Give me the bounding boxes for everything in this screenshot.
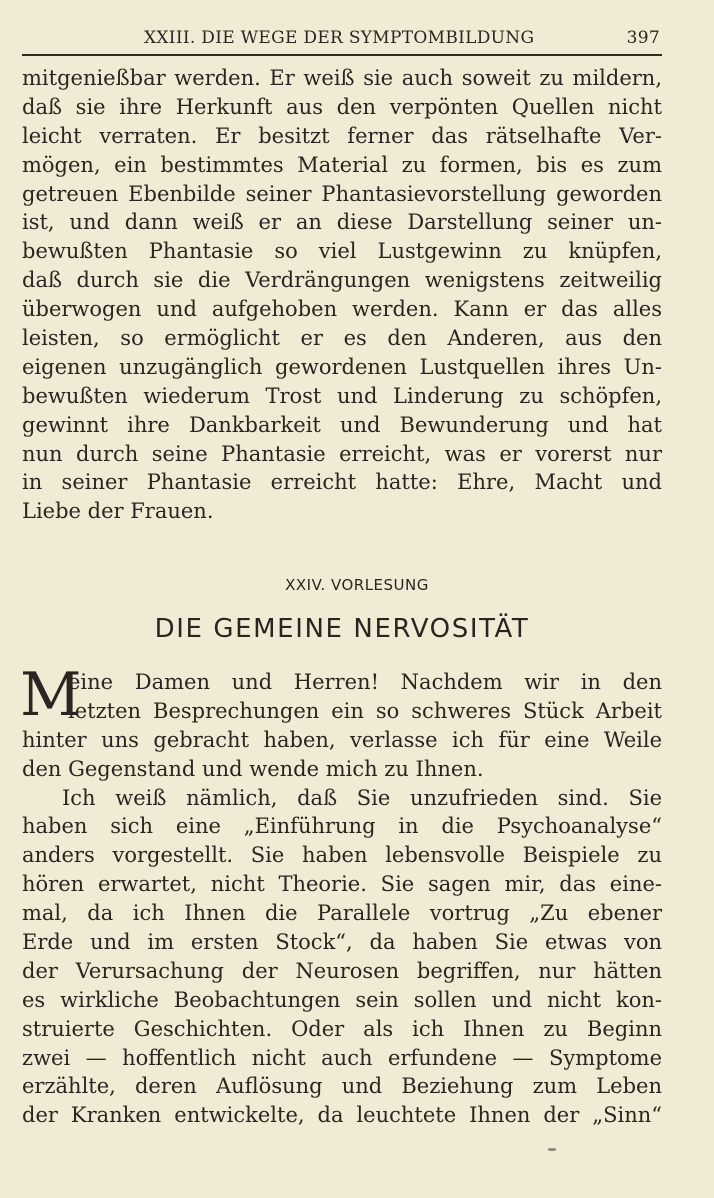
paragraph-previous-chapter-end <box>22 64 662 526</box>
chapter-title: DIE GEMEINE NERVOSITÄT <box>154 614 530 644</box>
paragraph-lecture-opening <box>22 668 662 1130</box>
text-line: nun durch seine Phantasie erreicht, was er vorerst nur <box>22 441 662 466</box>
text-line: mögen, ein bestimmtes Material zu formen, bis es zum <box>22 152 662 177</box>
text-line: daß durch sie die Verdrängungen wenigstens zeitweilig <box>22 268 662 293</box>
text-line: eine Damen und Herren! Nachdem wir in den <box>68 670 662 694</box>
text-line: gewinnt ihre Dankbarkeit und Bewunderung und hat <box>22 412 662 437</box>
text-line: leicht verraten. Er besitzt ferner das rätselhafte Ver- <box>22 123 662 148</box>
text-line: bewußten Phantasie so viel Lustgewinn zu knüpfen, <box>22 239 662 264</box>
text-line: mitgenießbar werden. Er weiß sie auch soweit zu mildern, <box>22 66 662 90</box>
text-line: getreuen Ebenbilde seiner Phantasievorstellung geworden <box>22 181 662 206</box>
text-line: hören erwartet, nicht Theorie. Sie sagen mir, das eine- <box>22 872 662 897</box>
page-number: 397 <box>626 28 660 48</box>
text-line: letzten Besprechungen ein so schweres Stück Arbeit <box>68 698 662 723</box>
text-line: in seiner Phantasie erreicht hatte: Ehre, Macht und <box>22 470 662 495</box>
text-line: bewußten wiederum Trost und Linderung zu schöpfen, <box>22 383 662 408</box>
text-line: ist, und dann weiß er an diese Darstellung seiner un- <box>22 210 662 235</box>
text-line: hinter uns gebracht haben, verlasse ich für eine Weile <box>22 727 662 752</box>
ink-smudge <box>548 1148 556 1151</box>
drop-cap: M <box>20 660 82 730</box>
text-line: anders vorgestellt. Sie haben lebensvolle Beispiele zu <box>22 843 662 868</box>
text-line: es wirkliche Beobachtungen sein sollen und nicht kon- <box>22 987 662 1012</box>
text-line: der Verursachung der Neurosen begriffen, nur hätten <box>22 958 662 983</box>
text-line: struierte Geschichten. Oder als ich Ihnen zu Beginn <box>22 1016 662 1041</box>
text-line: den Gegenstand und wende mich zu Ihnen. <box>22 756 484 781</box>
text-line: Liebe der Frauen. <box>22 499 214 524</box>
chapter-label: XXIV. VORLESUNG <box>285 576 429 594</box>
text-line: Erde und im ersten Stock“, da haben Sie etwas von <box>22 930 662 955</box>
text-line: mal, da ich Ihnen die Parallele vortrug „Zu ebener <box>22 901 662 926</box>
text-line: haben sich eine „Einführung in die Psychoanalyse“ <box>22 814 662 839</box>
running-head <box>22 26 662 56</box>
text-line: leisten, so ermöglicht er es den Anderen, aus den <box>22 326 662 351</box>
text-line: überwogen und aufgehoben werden. Kann er das alles <box>22 297 662 322</box>
text-line: eigenen unzugänglich gewordenen Lustquellen ihres Un- <box>22 354 662 379</box>
text-line: zwei — hoffentlich nicht auch erfundene — Symptome <box>22 1045 662 1070</box>
text-line: daß sie ihre Herkunft aus den verpönten Quellen nicht <box>22 94 662 119</box>
running-title: XXIII. DIE WEGE DER SYMPTOMBILDUNG <box>144 28 535 48</box>
text-line: erzählte, deren Auflösung und Beziehung zum Leben <box>22 1074 662 1099</box>
text-line: der Kranken entwickelte, da leuchtete Ihnen der „Sinn“ <box>22 1103 662 1128</box>
text-line: Ich weiß nämlich, daß Sie unzufrieden sind. Sie <box>62 785 662 810</box>
